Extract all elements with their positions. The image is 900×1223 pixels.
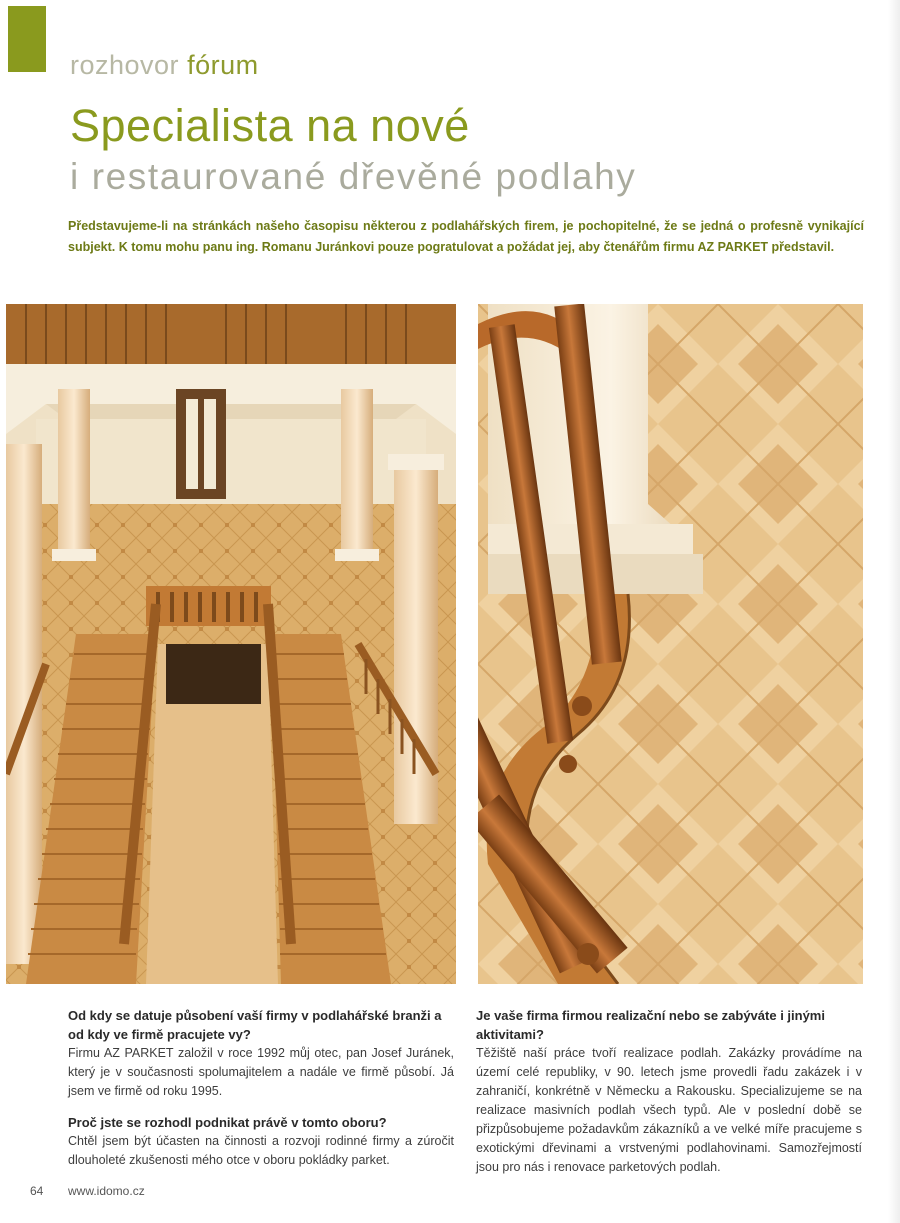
article-lead: Představujeme-li na stránkách našeho časopisu některou z podlahářských firem, je pochopitelné, že se jedná o profesně vynikající subjekt. K tomu mohu panu ing. Romanu Juránkovi pouze pogratulovat a požádat jej, aby čtenářům firmu AZ PARKET představil.: [68, 219, 864, 254]
page-edge-shadow: [888, 0, 900, 1223]
interview-column-right: [476, 1006, 862, 1189]
answer-3: Těžiště naší práce tvoří realizace podlah. Zakázky provádíme na území celé republiky, v 90. letech jsme provedli řadu zakázek i v zahraničí, konkrétně v Německu a Rakousku. Specializujeme se na realizace masivních podlah všech typů. Ale v poslední době se přizpůsobujeme požadavkům zákazníků a ve velké míře pracujeme s exotickými dřevinami a vrstvenými podlahovinami. Samozřejmostí jsou pro nás i renovace parketových podlah.: [476, 1046, 862, 1174]
section-label-forum: fórum: [187, 50, 259, 80]
section-color-tab: [8, 6, 46, 72]
question-3: Je vaše firma firmou realizační nebo se zabýváte i jinými aktivitami?: [476, 1008, 825, 1042]
article-subtitle: i restaurované dřevěné podlahy: [70, 156, 637, 197]
section-label-rozhovor: rozhovor: [70, 50, 180, 80]
question-2: Proč jste se rozhodl podnikat právě v tomto oboru?: [68, 1115, 387, 1130]
website-link[interactable]: www.idomo.cz: [68, 1184, 145, 1198]
staircase-photo: [6, 304, 456, 984]
parquet-detail-photo: [478, 304, 863, 984]
page-number: 64: [30, 1184, 44, 1198]
interview-column-left: [68, 1006, 454, 1182]
section-kicker: [70, 50, 259, 81]
question-1: Od kdy se datuje působení vaší firmy v podlahářské branži a od kdy ve firmě pracujete vy?: [68, 1008, 442, 1042]
answer-2: Chtěl jsem být účasten na činnosti a rozvoji rodinné firmy a zúročit dlouholeté zkušenosti mého otce v oboru pokládky parket.: [68, 1134, 454, 1167]
article-title: Specialista na nové: [70, 100, 470, 151]
answer-1: Firmu AZ PARKET založil v roce 1992 můj otec, pan Josef Juránek, který je v současnosti spolumajitelem a nadále ve firmě působí. Já jsem ve firmě od roku 1995.: [68, 1046, 454, 1098]
